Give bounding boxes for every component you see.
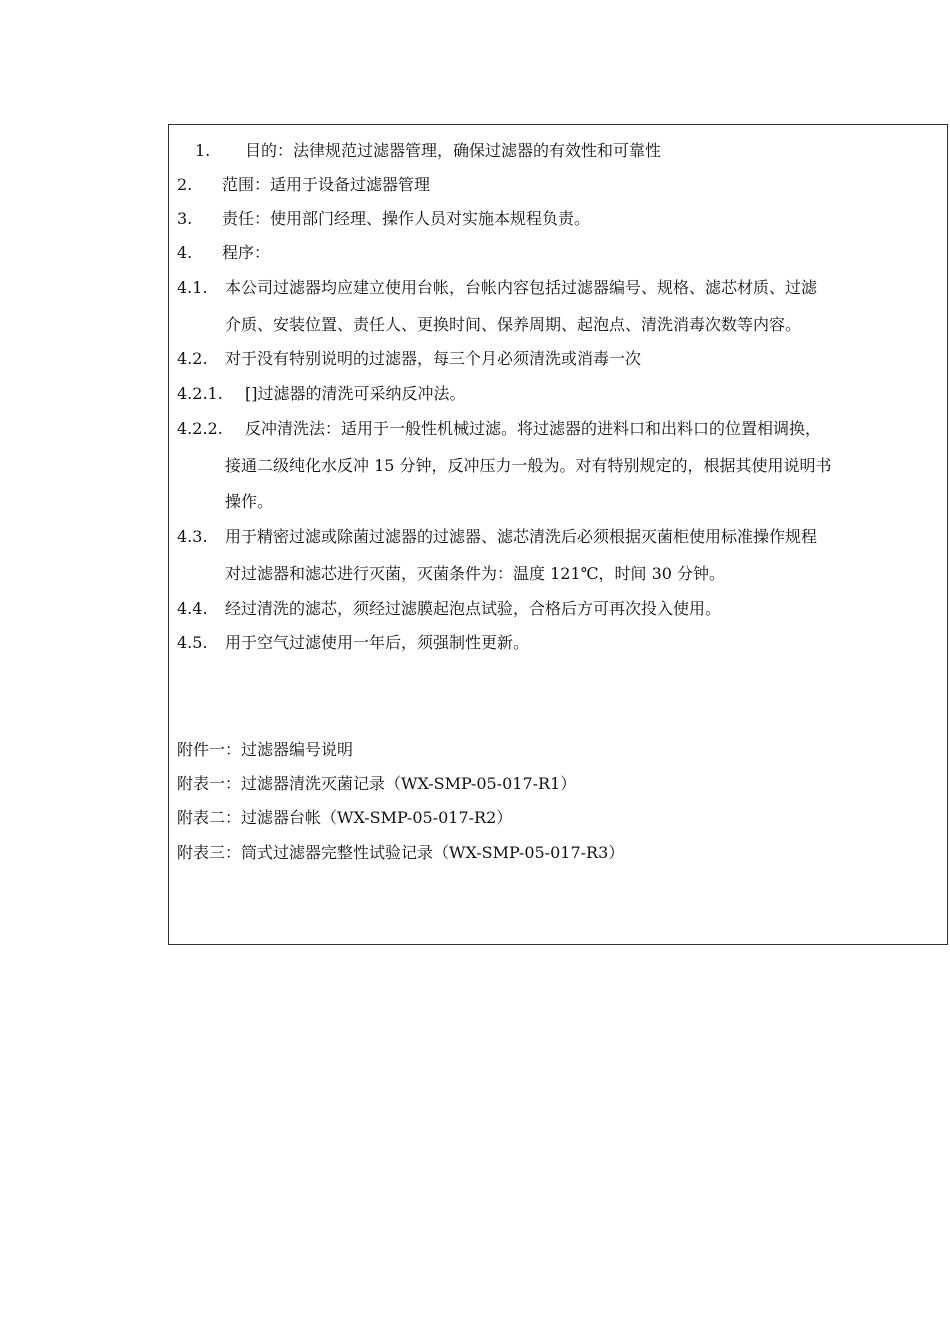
item-number: 3. bbox=[177, 209, 193, 228]
item-number: 4. bbox=[177, 243, 193, 262]
item-text: 对于没有特别说明的过滤器，每三个月必须清洗或消毒一次 bbox=[225, 349, 642, 368]
attachment-2: 附表一：过滤器清洗灭菌记录（WX-SMP-05-017-R1） bbox=[177, 774, 577, 793]
item-number: 2. bbox=[177, 175, 193, 194]
item-text: 经过清洗的滤芯，须经过滤膜起泡点试验，合格后方可再次投入使用。 bbox=[225, 599, 722, 618]
item-text: 范围：适用于设备过滤器管理 bbox=[222, 175, 431, 194]
item-number: 4.1. bbox=[177, 278, 208, 297]
item-text: 用于空气过滤使用一年后，须强制性更新。 bbox=[225, 633, 530, 652]
item-number: 1. bbox=[195, 141, 211, 160]
item-number: 4.5. bbox=[177, 633, 208, 652]
item-number: 4.4. bbox=[177, 599, 208, 618]
item-text: 本公司过滤器均应建立使用台帐，台帐内容包括过滤器编号、规格、滤芯材质、过滤 bbox=[225, 278, 818, 297]
item-4-5 bbox=[177, 633, 529, 653]
item-4-4 bbox=[177, 599, 721, 619]
item-4-3-continuation: 对过滤器和滤芯进行灭菌，灭菌条件为：温度 121℃，时间 30 分钟。 bbox=[225, 564, 726, 583]
item-4-2-2-continuation: 接通二级纯化水反冲 15 分钟，反冲压力一般为。对有特别规定的，根据其使用说明书 bbox=[225, 456, 832, 475]
item-text: 程序： bbox=[222, 243, 271, 262]
item-4-1 bbox=[177, 278, 817, 298]
item-4-3 bbox=[177, 527, 817, 547]
item-3 bbox=[177, 209, 590, 229]
item-1 bbox=[195, 141, 661, 161]
item-text: 责任：使用部门经理、操作人员对实施本规程负责。 bbox=[222, 209, 591, 228]
item-4 bbox=[177, 243, 270, 263]
item-4-2-1 bbox=[177, 384, 466, 404]
item-4-2-2 bbox=[177, 419, 821, 439]
item-number: 4.2. bbox=[177, 349, 208, 368]
item-4-1-continuation: 介质、安装位置、责任人、更换时间、保养周期、起泡点、清洗消毒次数等内容。 bbox=[225, 315, 802, 334]
item-4-2-2-continuation-2: 操作。 bbox=[225, 492, 274, 511]
item-4-2 bbox=[177, 349, 641, 369]
item-text: 目的：法律规范过滤器管理，确保过滤器的有效性和可靠性 bbox=[245, 141, 662, 160]
attachment-4: 附表三：筒式过滤器完整性试验记录（WX-SMP-05-017-R3） bbox=[177, 843, 625, 862]
item-text: []过滤器的清洗可采纳反冲法。 bbox=[245, 384, 466, 403]
item-text: 反冲清洗法：适用于一般性机械过滤。将过滤器的进料口和出料口的位置相调换， bbox=[245, 419, 822, 438]
attachment-3: 附表二：过滤器台帐（WX-SMP-05-017-R2） bbox=[177, 808, 513, 827]
item-number: 4.2.2. bbox=[177, 419, 223, 438]
item-text: 用于精密过滤或除菌过滤器的过滤器、滤芯清洗后必须根据灭菌柜使用标准操作规程 bbox=[225, 527, 818, 546]
item-2 bbox=[177, 175, 430, 195]
attachment-1: 附件一：过滤器编号说明 bbox=[177, 740, 354, 759]
item-number: 4.3. bbox=[177, 527, 208, 546]
item-number: 4.2.1. bbox=[177, 384, 223, 403]
